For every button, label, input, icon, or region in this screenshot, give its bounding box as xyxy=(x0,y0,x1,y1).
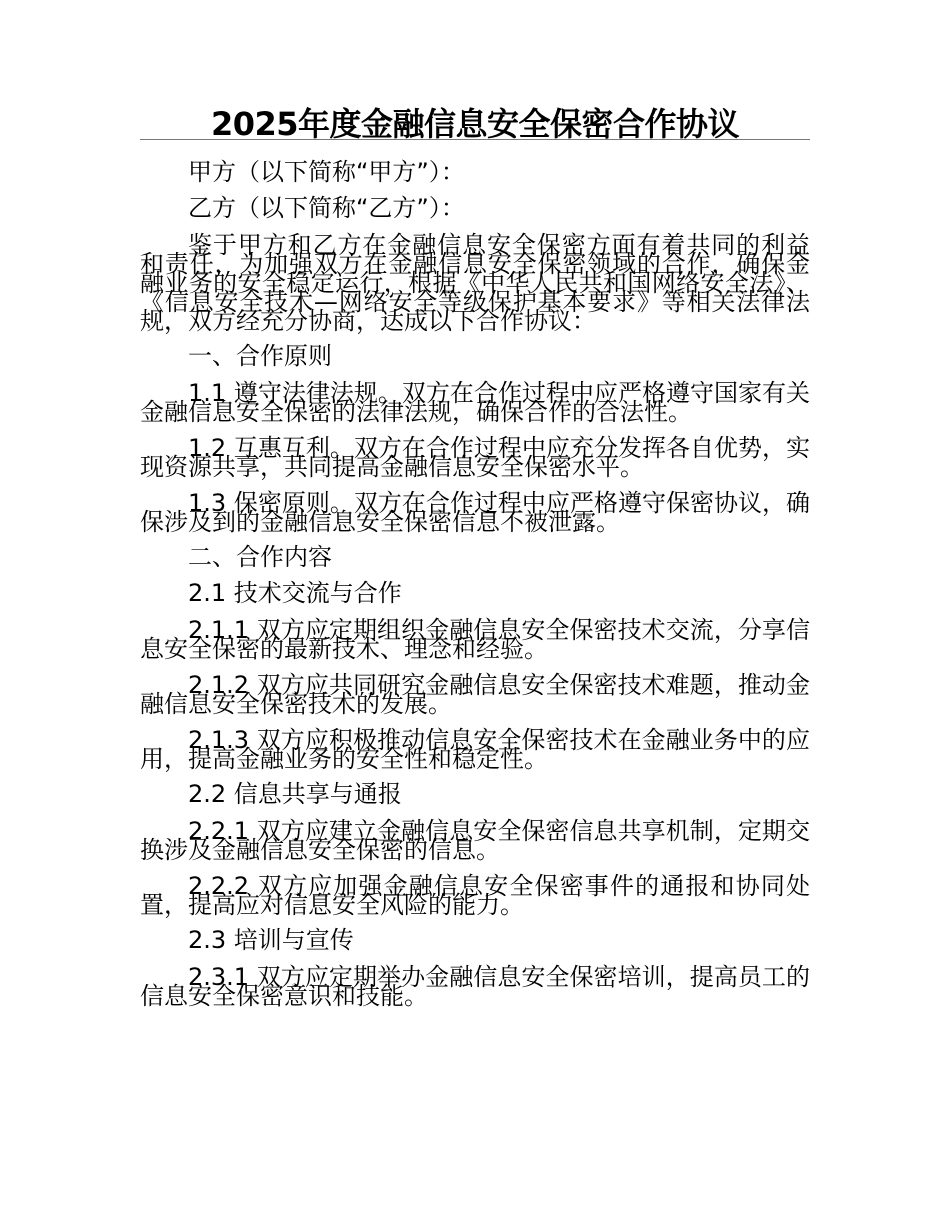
clause-1-2: 1.2 互惠互利。双方在合作过程中应充分发挥各自优势，实现资源共享，共同提高金融信息安全保密水平。 xyxy=(140,434,810,481)
section-heading-content: 二、合作内容 xyxy=(188,543,332,571)
subsection-heading-2-1: 2.1 技术交流与合作 xyxy=(188,579,402,607)
subsection-heading-2-2: 2.2 信息共享与通报 xyxy=(188,780,402,808)
clause-1-1: 1.1 遵守法律法规。双方在合作过程中应严格遵守国家有关金融信息安全保密的法律法规，确保合作的合法性。 xyxy=(140,379,810,426)
clause-2-1-2: 2.1.2 双方应共同研究金融信息安全保密技术难题，推动金融信息安全保密技术的发展。 xyxy=(140,671,810,718)
clause-1-3: 1.3 保密原则。双方在合作过程中应严格遵守保密协议，确保涉及到的金融信息安全保密信息不被泄露。 xyxy=(140,489,810,536)
section-heading-principles: 一、合作原则 xyxy=(188,342,332,370)
party-b-line: 乙方（以下简称“乙方”）： xyxy=(188,194,465,222)
preamble-paragraph: 鉴于甲方和乙方在金融信息安全保密方面有着共同的利益和责任，为加强双方在金融信息安全保密领域的合作，确保金融业务的安全稳定运行，根据《中华人民共和国网络安全法》、《信息安全技术—网络安全等级保护基本要求》等相关法律法规，双方经充分协商，达成以下合作协议： xyxy=(140,231,810,335)
clause-2-1-3: 2.1.3 双方应积极推动信息安全保密技术在金融业务中的应用，提高金融业务的安全性和稳定性。 xyxy=(140,726,810,773)
clause-2-3-1: 2.3.1 双方应定期举办金融信息安全保密培训，提高员工的信息安全保密意识和技能。 xyxy=(140,963,810,1010)
title-underline xyxy=(140,139,810,140)
subsection-heading-2-3: 2.3 培训与宣传 xyxy=(188,926,354,954)
document-body xyxy=(140,156,810,1015)
party-a-line: 甲方（以下简称“甲方”）： xyxy=(188,158,465,186)
document-title: 2025年度金融信息安全保密合作协议 xyxy=(210,105,740,143)
clause-2-2-2: 2.2.2 双方应加强金融信息安全保密事件的通报和协同处置，提高应对信息安全风险的能力。 xyxy=(140,872,810,919)
clause-2-1-1: 2.1.1 双方应定期组织金融信息安全保密技术交流，分享信息安全保密的最新技术、理念和经验。 xyxy=(140,616,810,663)
clause-2-2-1: 2.2.1 双方应建立金融信息安全保密信息共享机制，定期交换涉及金融信息安全保密的信息。 xyxy=(140,817,810,864)
